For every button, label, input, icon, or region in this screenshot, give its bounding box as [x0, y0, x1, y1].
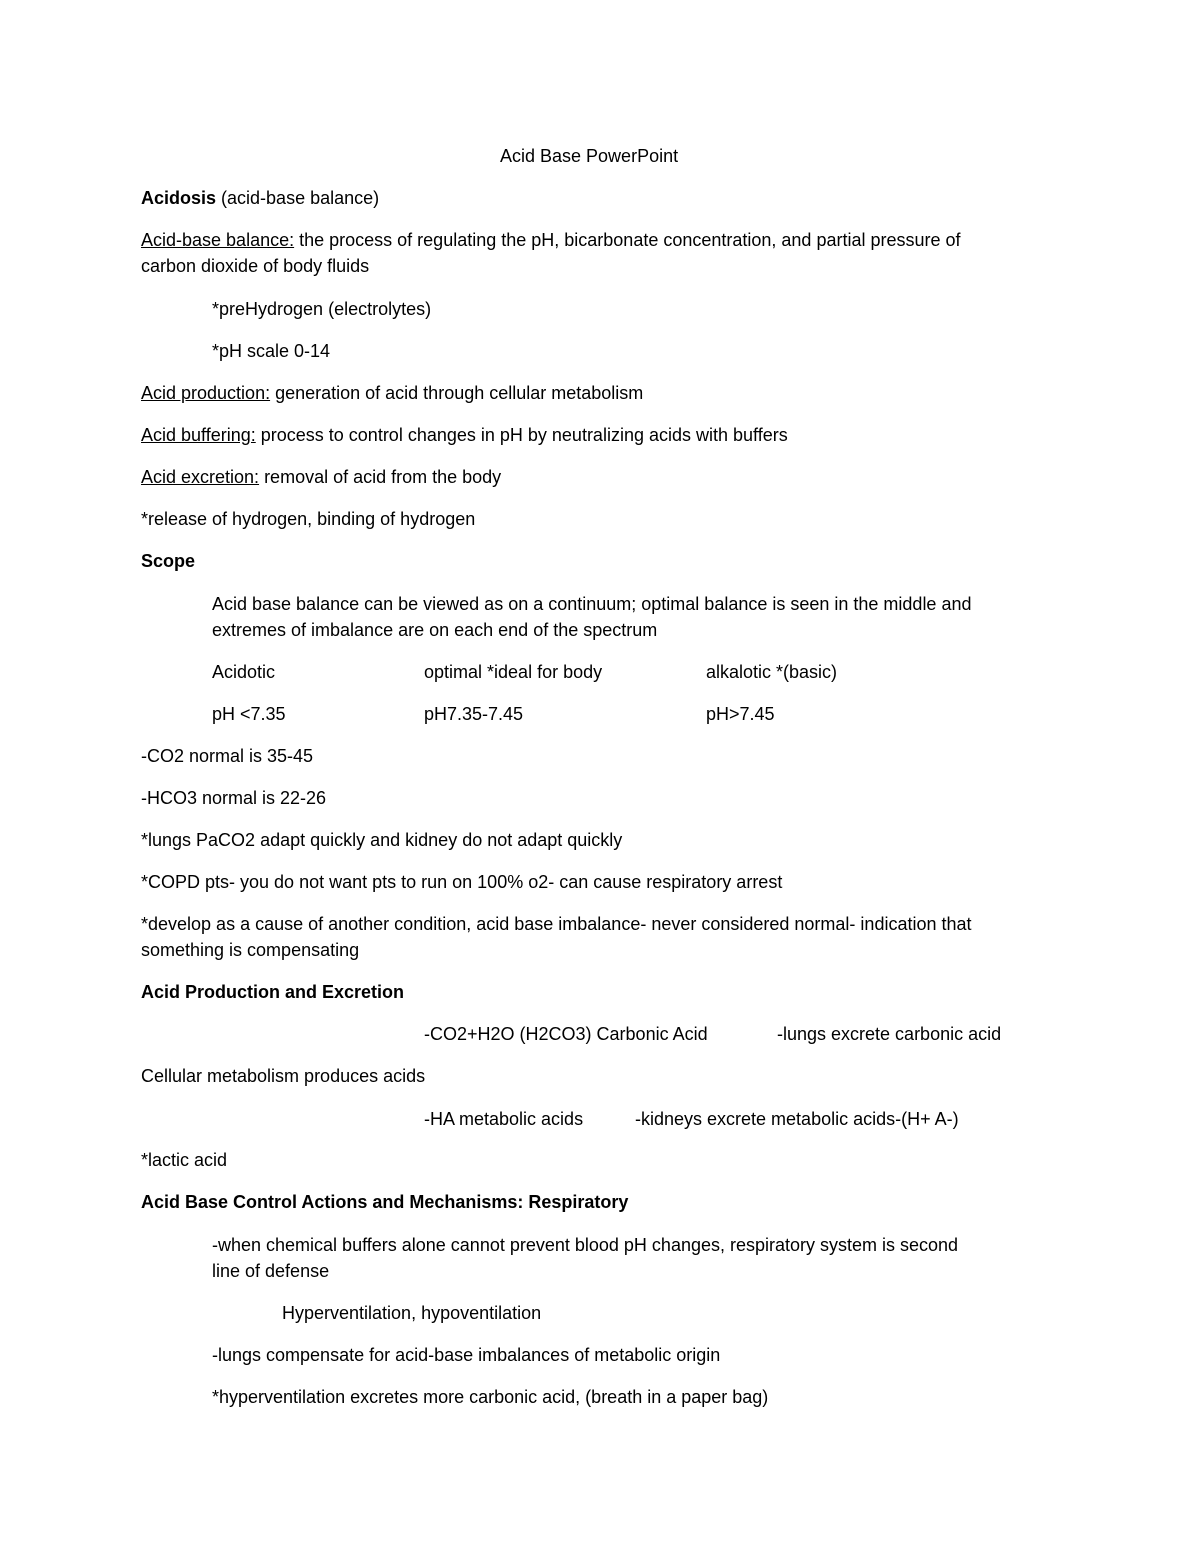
acid-base-balance-term: Acid-base balance:	[141, 230, 295, 250]
acidotic-value: pH <7.35	[212, 704, 286, 724]
lungs-compensate-note: -lungs compensate for acid-base imbalances of metabolic origin	[212, 1345, 721, 1365]
metabolic-acids-note: -HA metabolic acids	[424, 1109, 584, 1129]
cellular-metabolism-note: Cellular metabolism produces acids	[141, 1066, 426, 1086]
scope-heading: Scope	[141, 551, 196, 571]
acid-excretion-definition	[141, 464, 501, 490]
scope-line1: Acid base balance can be viewed as on a continuum; optimal balance is seen in the middle and	[212, 594, 972, 614]
develop-note-line2: something is compensating	[141, 940, 360, 960]
respiratory-line1: -when chemical buffers alone cannot prevent blood pH changes, respiratory system is second	[212, 1235, 959, 1255]
hco3-normal: -HCO3 normal is 22-26	[141, 788, 327, 808]
acid-buffering-def: process to control changes in pH by neutralizing acids with buffers	[255, 425, 788, 445]
lactic-acid-note: *lactic acid	[141, 1150, 228, 1170]
acidosis-heading-line	[141, 185, 379, 211]
optimal-value: pH7.35-7.45	[424, 704, 524, 724]
acid-base-balance-def-line2: carbon dioxide of body fluids	[141, 256, 370, 276]
acidosis-subtitle: (acid-base balance)	[216, 188, 380, 208]
develop-note-line1: *develop as a cause of another condition, acid base imbalance- never considered normal- indication that	[141, 914, 972, 934]
acid-buffering-term: Acid buffering:	[141, 425, 256, 445]
page-title: Acid Base PowerPoint	[500, 146, 679, 166]
acid-production-def: generation of acid through cellular metabolism	[270, 383, 644, 403]
hyper-hypo-ventilation: Hyperventilation, hypoventilation	[282, 1303, 542, 1323]
acid-base-balance-def-line1: the process of regulating the pH, bicarbonate concentration, and partial pressure of	[294, 230, 961, 250]
alkalotic-label: alkalotic *(basic)	[706, 662, 838, 682]
acid-buffering-definition	[141, 422, 788, 448]
acid-excretion-term: Acid excretion:	[141, 467, 260, 487]
acidotic-label: Acidotic	[212, 662, 276, 682]
optimal-label: optimal *ideal for body	[424, 662, 603, 682]
release-note: *release of hydrogen, binding of hydrogen	[141, 509, 476, 529]
scope-line2: extremes of imbalance are on each end of the spectrum	[212, 620, 658, 640]
lungs-excrete-note: -lungs excrete carbonic acid	[777, 1024, 1002, 1044]
pre-hydrogen-note: *preHydrogen (electrolytes)	[212, 299, 432, 319]
acidosis-heading: Acidosis	[141, 188, 217, 208]
acid-excretion-def: removal of acid from the body	[259, 467, 502, 487]
acid-production-term: Acid production:	[141, 383, 271, 403]
acid-production-definition	[141, 380, 643, 406]
lungs-note: *lungs PaCO2 adapt quickly and kidney do not adapt quickly	[141, 830, 623, 850]
production-excretion-heading: Acid Production and Excretion	[141, 982, 405, 1002]
ph-scale-note: *pH scale 0-14	[212, 341, 331, 361]
alkalotic-value: pH>7.45	[706, 704, 775, 724]
hyperventilation-note: *hyperventilation excretes more carbonic acid, (breath in a paper bag)	[212, 1387, 769, 1407]
carbonic-acid-formula: -CO2+H2O (H2CO3) Carbonic Acid	[424, 1024, 708, 1044]
co2-normal: -CO2 normal is 35-45	[141, 746, 314, 766]
kidneys-excrete-note: -kidneys excrete metabolic acids-(H+ A-)	[635, 1109, 959, 1129]
respiratory-line2: line of defense	[212, 1261, 330, 1281]
acid-base-balance-definition	[141, 227, 961, 253]
copd-note: *COPD pts- you do not want pts to run on 100% o2- can cause respiratory arrest	[141, 872, 783, 892]
respiratory-heading: Acid Base Control Actions and Mechanisms: Respiratory	[141, 1192, 629, 1212]
